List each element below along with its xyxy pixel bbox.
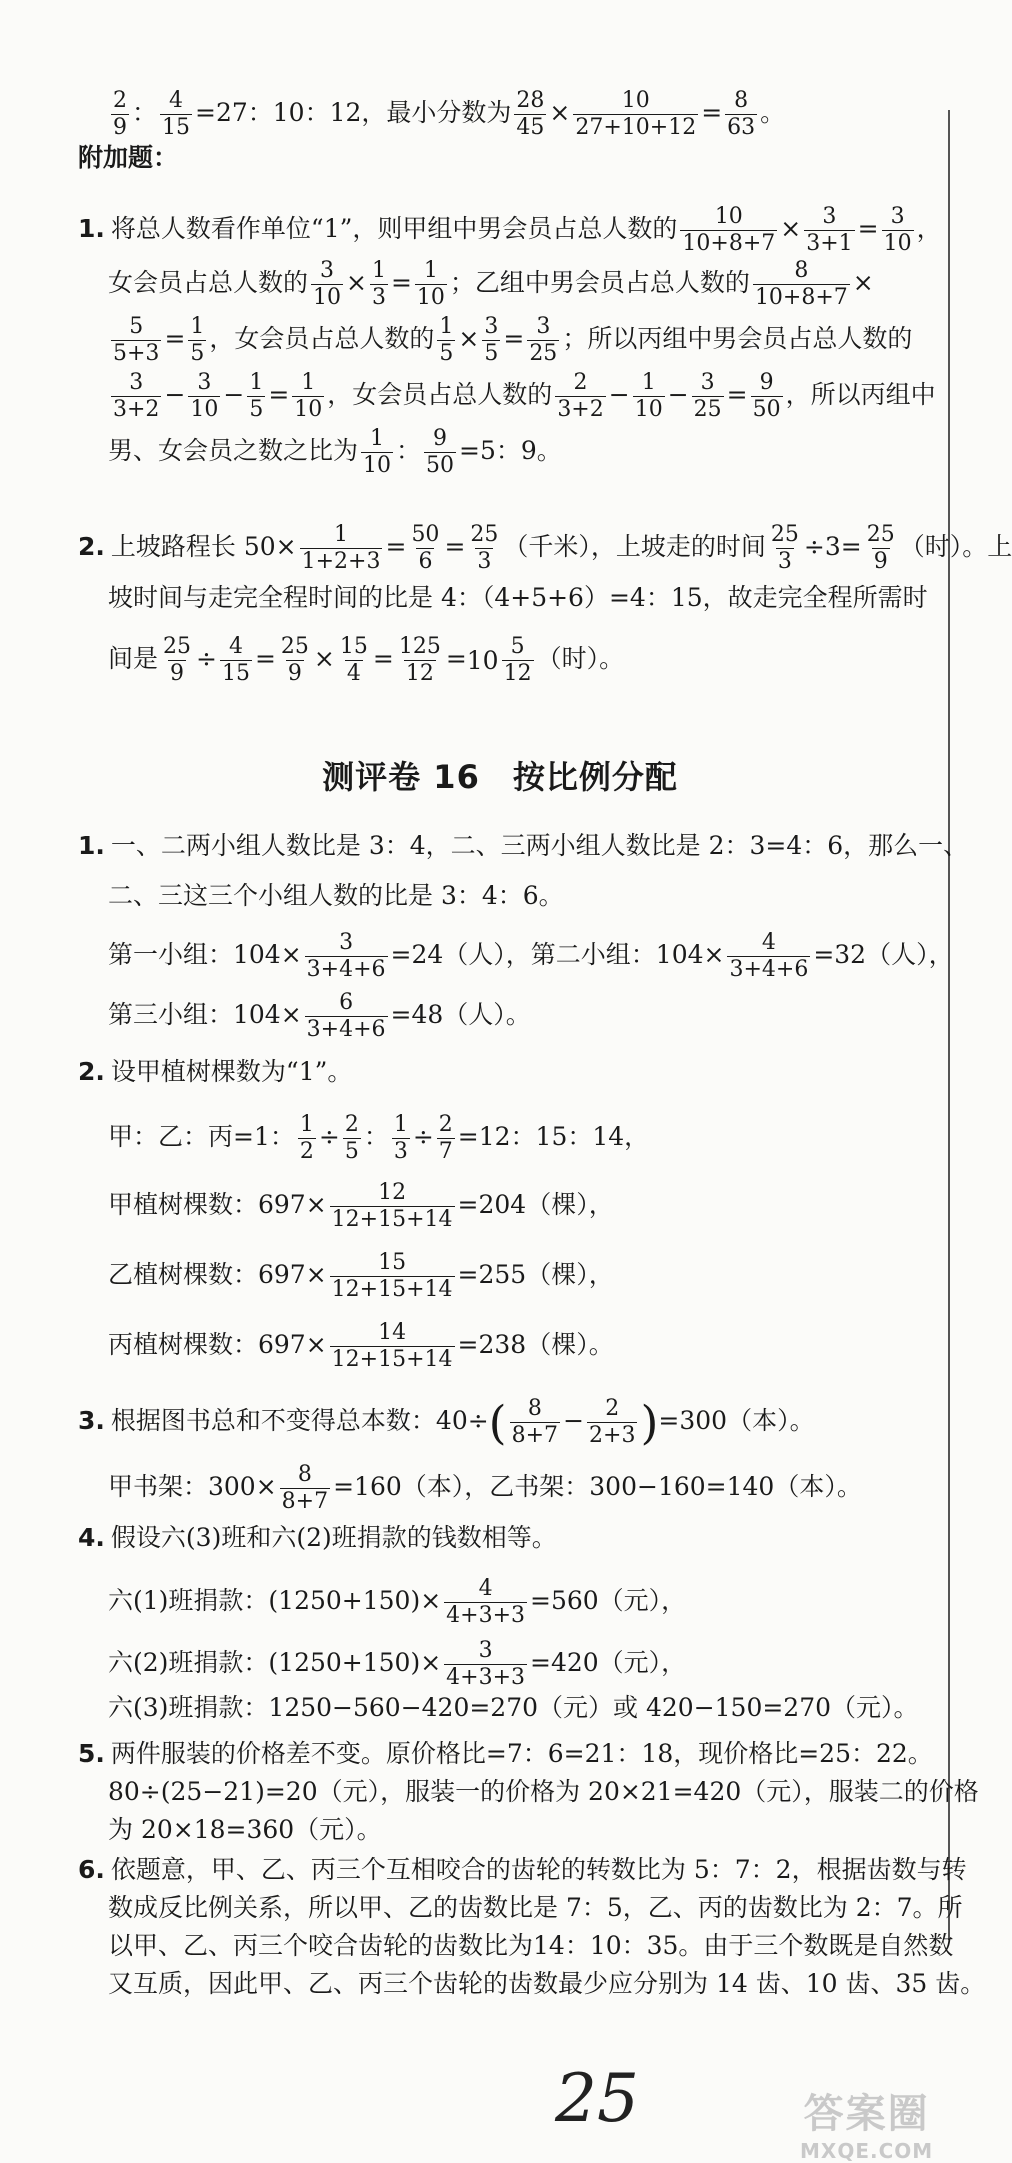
- q6-line4: 又互质，因此甲、乙、丙三个齿轮的齿数最少应分别为 14 齿、10 齿、35 齿。: [108, 1969, 986, 1998]
- fraction: $\frac{2}{2+3}$: [589, 1396, 636, 1448]
- mixed-number: 10 $\frac{5}{12}$: [466, 634, 532, 686]
- continuation-line: $\frac{2}{9}$ ： $\frac{4}{15}$ =27：10：12，最小分数为 $\frac{28}{45}$ × $\frac{10}{27+10+12}$ = $\frac{8}{63}$ 。: [113, 88, 786, 140]
- q1-line1: 1. 一、二两小组人数比是 3：4，二、三两小组人数比是 2：3=4：6，那么一、: [78, 831, 969, 860]
- fraction: $\frac{3}{10}$: [883, 204, 912, 256]
- fraction: $\frac{1}{10}$: [634, 370, 663, 422]
- bonus1-line2: 女会员占总人数的 $\frac{3}{10}$ × $\frac{1}{3}$ = $\frac{1}{10}$ ；乙组中男会员占总人数的 $\frac{8}{10+8+7}$ ×: [108, 258, 874, 310]
- fraction: $\frac{3}{3+1}$: [806, 204, 853, 256]
- fraction: $\frac{3}{10}$: [313, 258, 342, 310]
- fraction: $\frac{4}{15}$: [221, 634, 250, 686]
- fraction: $\frac{25}{9}$: [866, 522, 895, 574]
- q3-line2: 甲书架：300× $\frac{8}{8+7}$ =160（本），乙书架：300−160=140（本）。: [108, 1462, 862, 1514]
- fraction: $\frac{5}{12}$: [503, 634, 532, 686]
- fraction: $\frac{25}{3}$: [770, 522, 799, 574]
- fraction: $\frac{10}{10+8+7}$: [682, 204, 776, 256]
- watermark-url: MXQE.COM: [800, 2139, 934, 2163]
- bonus1-line1: 1. 将总人数看作单位“1”，则甲组中男会员占总人数的 $\frac{10}{10+8+7}$ × $\frac{3}{3+1}$ = $\frac{3}{10}$ ，: [78, 204, 942, 256]
- fraction: $\frac{1}{5}$: [439, 314, 454, 366]
- bonus1-line5: 男、女会员之数之比为 $\frac{1}{10}$ ： $\frac{9}{50}$ =5：9。: [108, 426, 562, 478]
- fraction: $\frac{8}{10+8+7}$: [754, 258, 848, 310]
- fraction: $\frac{25}{3}$: [470, 522, 499, 574]
- fraction: $\frac{2}{5}$: [344, 1112, 359, 1164]
- bonus1-line3: $\frac{5}{5+3}$ = $\frac{1}{5}$ ，女会员占总人数的 $\frac{1}{5}$ × $\frac{3}{5}$ = $\frac{3}{25}$ ；所以丙组中男会员占总人数的: [113, 314, 913, 366]
- fraction: $\frac{1}{5}$: [249, 370, 264, 422]
- fraction: $\frac{25}{9}$: [163, 634, 192, 686]
- q2-line2: 甲：乙：丙=1： $\frac{1}{2}$ ÷ $\frac{2}{5}$ ： $\frac{1}{3}$ ÷ $\frac{2}{7}$ =12：15：14，: [108, 1112, 650, 1164]
- fraction: $\frac{4}{4+3+3}$: [446, 1576, 526, 1628]
- q5-line2: 80÷(25−21)=20（元），服装一的价格为 20×21=420（元），服装二的价格: [108, 1777, 979, 1806]
- fraction: $\frac{10}{27+10+12}$: [575, 88, 697, 140]
- fraction: $\frac{9}{50}$: [426, 426, 455, 478]
- fraction: $\frac{8}{63}$: [727, 88, 756, 140]
- q6-line3: 以甲、乙、丙三个咬合齿轮的齿数比为14：10：35。由于三个数既是自然数: [108, 1931, 954, 1960]
- fraction: $\frac{6}{3+4+6}$: [306, 990, 386, 1042]
- fraction: $\frac{50}{6}$: [411, 522, 440, 574]
- fraction: $\frac{8}{8+7}$: [281, 1462, 329, 1514]
- fraction: $\frac{4}{15}$: [162, 88, 191, 140]
- fraction: $\frac{3}{4+3+3}$: [446, 1638, 526, 1690]
- fraction: $\frac{9}{50}$: [752, 370, 781, 422]
- fraction: $\frac{15}{12+15+14}$: [331, 1250, 453, 1302]
- q2-line1: 2. 设甲植树棵数为“1”。: [78, 1057, 353, 1086]
- q1-line4: 第三小组：104× $\frac{6}{3+4+6}$ =48（人）。: [108, 990, 531, 1042]
- q4-line4: 六(3)班捐款：1250−560−420=270（元）或 420−150=270（元）。: [108, 1693, 919, 1722]
- watermark-logo: 答案圈: [803, 2091, 930, 2137]
- q1-line3: 第一小组：104× $\frac{3}{3+4+6}$ =24（人），第二小组：104× $\frac{4}{3+4+6}$ =32（人），: [108, 930, 954, 982]
- fraction: $\frac{3}{25}$: [529, 314, 558, 366]
- fraction: $\frac{5}{5+3}$: [113, 314, 160, 366]
- right-margin-rule: [948, 110, 950, 1940]
- bonus-heading: 附加题：: [78, 143, 179, 172]
- handwritten-page-number: 25: [555, 2060, 639, 2137]
- fraction: $\frac{1}{3}$: [371, 258, 386, 310]
- fraction: $\frac{125}{12}$: [398, 634, 441, 686]
- fraction: $\frac{3}{3+2}$: [113, 370, 160, 422]
- q6-line1: 6. 依题意，甲、乙、丙三个互相咬合的齿轮的转数比为 5：7：2，根据齿数与转: [78, 1855, 967, 1884]
- q5-line1: 5. 两件服装的价格差不变。原价格比=7：6=21：18，现价格比=25：22。: [78, 1739, 933, 1768]
- q6-line2: 数成反比例关系，所以甲、乙的齿数比是 7：5，乙、丙的齿数比为 2：7。所: [108, 1893, 963, 1922]
- fraction: $\frac{2}{7}$: [438, 1112, 453, 1164]
- fraction: $\frac{1}{10}$: [416, 258, 445, 310]
- bonus2-line3: 间是 $\frac{25}{9}$ ÷ $\frac{4}{15}$ = $\frac{25}{9}$ × $\frac{15}{4}$ = $\frac{125}{12}$ = 10 $\frac{5}{12}$ （时）。: [108, 634, 625, 686]
- fraction: $\frac{2}{9}$: [113, 88, 127, 140]
- q5-line3: 为 20×18=360（元）。: [108, 1815, 382, 1844]
- bonus1-line4: $\frac{3}{3+2}$ − $\frac{3}{10}$ − $\frac{1}{5}$ = $\frac{1}{10}$ ，女会员占总人数的 $\frac{2}{3+2}$ − $\frac{1}{10}$ − $\frac{3}{25}$ = $\frac{9}{50}$ ，所以丙组中: [113, 370, 936, 422]
- fraction: $\frac{1}{2}$: [299, 1112, 314, 1164]
- fraction: $\frac{12}{12+15+14}$: [331, 1180, 453, 1232]
- fraction: $\frac{1}{10}$: [363, 426, 392, 478]
- section-title: 测评卷 16 按比例分配: [322, 758, 678, 796]
- fraction: $\frac{15}{4}$: [339, 634, 368, 686]
- fraction: $\frac{3}{10}$: [190, 370, 219, 422]
- fraction: $\frac{25}{9}$: [280, 634, 309, 686]
- fraction: $\frac{3}{5}$: [484, 314, 499, 366]
- fraction: $\frac{2}{3+2}$: [557, 370, 604, 422]
- fraction: $\frac{1}{5}$: [190, 314, 205, 366]
- fraction: $\frac{28}{45}$: [516, 88, 545, 140]
- q2-line3: 甲植树棵数：697× $\frac{12}{12+15+14}$ =204（棵），: [108, 1180, 614, 1232]
- fraction: $\frac{14}{12+15+14}$: [331, 1320, 453, 1372]
- fraction: $\frac{1}{10}$: [294, 370, 323, 422]
- fraction: $\frac{3}{3+4+6}$: [306, 930, 386, 982]
- q1-line2: 二、三这三个小组人数的比是 3：4：6。: [108, 881, 564, 910]
- q2-line4: 乙植树棵数：697× $\frac{15}{12+15+14}$ =255（棵），: [108, 1250, 614, 1302]
- q3-line1: 3. 根据图书总和不变得总本数：40÷( $\frac{8}{8+7}$ − $\frac{2}{2+3}$ )=300（本）。: [78, 1395, 815, 1450]
- fraction: $\frac{1}{1+2+3}$: [301, 522, 381, 574]
- fraction: $\frac{3}{25}$: [693, 370, 722, 422]
- fraction: $\frac{8}{8+7}$: [511, 1396, 559, 1448]
- q2-line5: 丙植树棵数：697× $\frac{14}{12+15+14}$ =238（棵）。: [108, 1320, 614, 1372]
- bonus2-line1: 2. 上坡路程长 50× $\frac{1}{1+2+3}$ = $\frac{50}{6}$ = $\frac{25}{3}$ （千米），上坡走的时间 $\frac{25}{3}$ ÷3= $\frac{25}{9}$ （时）。上: [78, 522, 1012, 574]
- q4-line3: 六(2)班捐款：(1250+150)× $\frac{3}{4+3+3}$ =420（元），: [108, 1638, 687, 1690]
- bonus2-line2: 坡时间与走完全程时间的比是 4：（4+5+6）=4：15，故走完全程所需时: [108, 583, 928, 612]
- q4-line1: 4. 假设六(3)班和六(2)班捐款的钱数相等。: [78, 1523, 557, 1552]
- watermark: [800, 2082, 933, 2163]
- fraction: $\frac{1}{3}$: [393, 1112, 408, 1164]
- q4-line2: 六(1)班捐款：(1250+150)× $\frac{4}{4+3+3}$ =560（元），: [108, 1576, 687, 1628]
- fraction: $\frac{4}{3+4+6}$: [729, 930, 809, 982]
